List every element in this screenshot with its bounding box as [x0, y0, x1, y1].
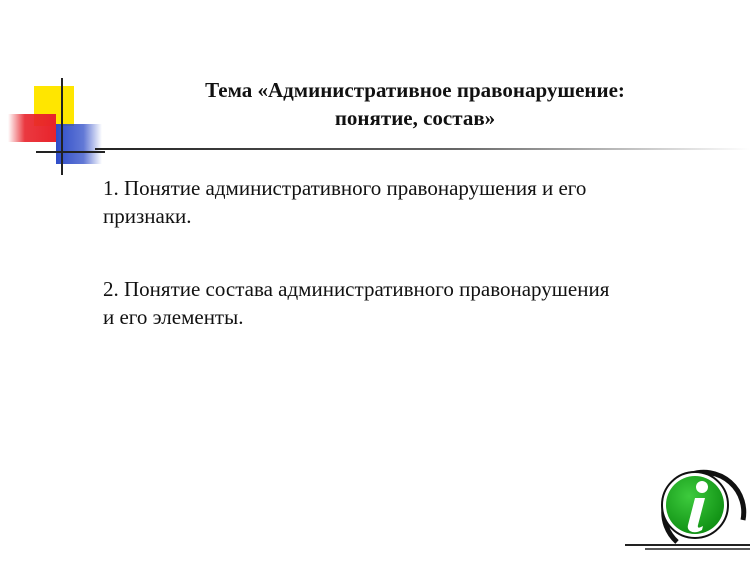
list-item-line: признаки. — [103, 204, 192, 228]
list-item-line: и его элементы. — [103, 305, 244, 329]
slide-title-line-2: понятие, состав» — [334, 106, 496, 130]
info-icon — [615, 460, 750, 561]
list-item — [103, 275, 723, 331]
squares-crosshair-decoration — [0, 0, 110, 175]
list-item-line: 1. Понятие административного правонарушения и его — [103, 176, 587, 200]
list-item — [103, 174, 723, 230]
slide-title-line-1: Тема «Административное правонарушение: — [205, 78, 625, 102]
title-divider — [95, 148, 750, 150]
list-item-line: 2. Понятие состава административного правонарушения — [103, 277, 610, 301]
slide-title — [120, 76, 710, 132]
